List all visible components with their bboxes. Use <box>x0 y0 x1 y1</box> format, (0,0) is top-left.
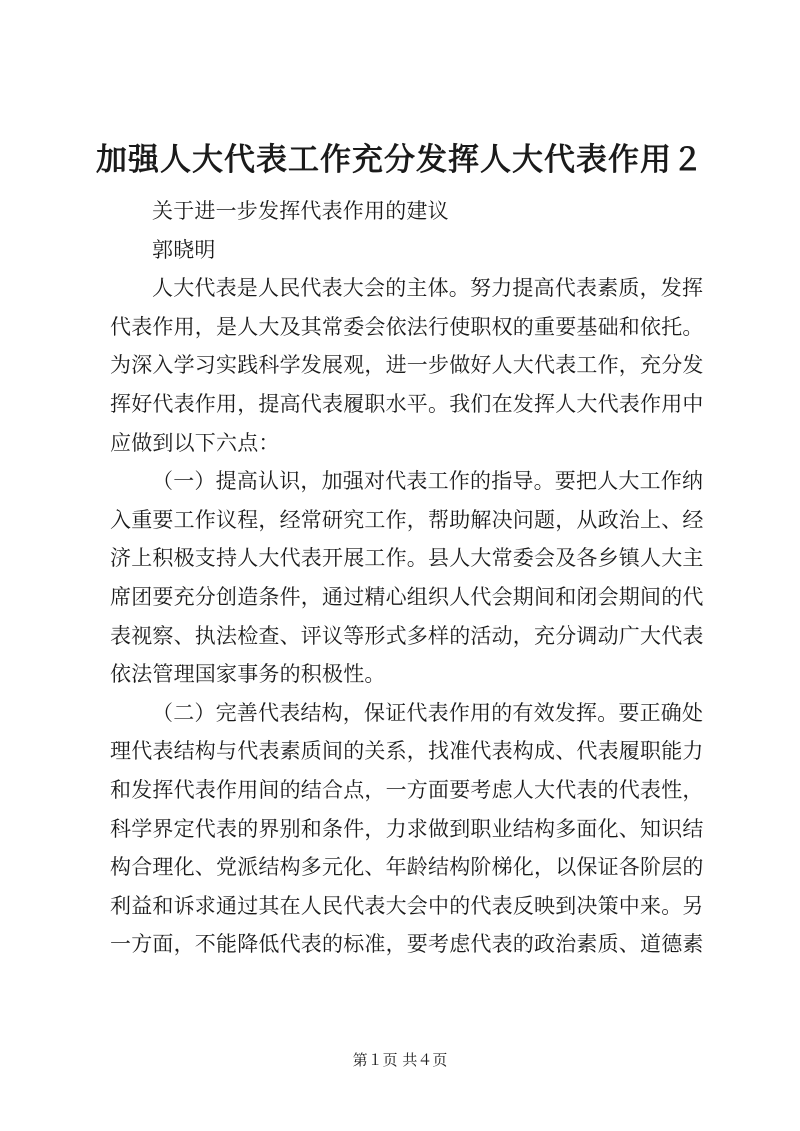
document-title: 加强人大代表工作充分发挥人大代表作用２ <box>96 142 704 178</box>
page-footer: 第１页 共４页 <box>352 1051 448 1069</box>
paragraph-line: 代表作用，是人大及其常委会依法行使职权的重要基础和依托。 <box>110 314 704 339</box>
paragraph-line: 入重要工作议程，经常研究工作，帮助解决问题，从政治上、经 <box>110 507 704 532</box>
paragraph-line: 挥好代表作用，提高代表履职水平。我们在发挥人大代表作用中 <box>110 391 704 416</box>
paragraph-line: 表视察、执法检查、评议等形式多样的活动，充分调动广大代表 <box>110 623 704 648</box>
paragraph-line: 科学界定代表的界别和条件，力求做到职业结构多面化、知识结 <box>110 816 704 841</box>
paragraph-line: 利益和诉求通过其在人民代表大会中的代表反映到决策中来。另 <box>110 893 704 918</box>
paragraph-line: 和发挥代表作用间的结合点，一方面要考虑人大代表的代表性， <box>110 777 704 802</box>
paragraph-line: （二）完善代表结构，保证代表作用的有效发挥。要正确处 <box>152 700 704 725</box>
paragraph-line: 应做到以下六点： <box>110 430 280 455</box>
subtitle: 关于进一步发挥代表作用的建议 <box>152 199 449 223</box>
paragraph-line: 席团要充分创造条件，通过精心组织人代会期间和闭会期间的代 <box>110 584 704 609</box>
paragraph-line: （一）提高认识，加强对代表工作的指导。要把人大工作纳 <box>152 469 704 494</box>
paragraph-line: 理代表结构与代表素质间的关系，找准代表构成、代表履职能力 <box>110 739 704 764</box>
document-body <box>110 192 710 964</box>
author-name: 郭晓明 <box>152 237 216 262</box>
paragraph-line: 一方面，不能降低代表的标准，要考虑代表的政治素质、道德素 <box>110 932 704 957</box>
paragraph-line: 济上积极支持人大代表开展工作。县人大常委会及各乡镇人大主 <box>110 546 704 571</box>
paragraph-line: 人大代表是人民代表大会的主体。努力提高代表素质，发挥 <box>152 276 704 301</box>
paragraph-line: 为深入学习实践科学发展观，进一步做好人大代表工作，充分发 <box>110 353 704 378</box>
paragraph-line: 依法管理国家事务的积极性。 <box>110 662 386 687</box>
paragraph-line: 构合理化、党派结构多元化、年龄结构阶梯化，以保证各阶层的 <box>110 855 704 880</box>
